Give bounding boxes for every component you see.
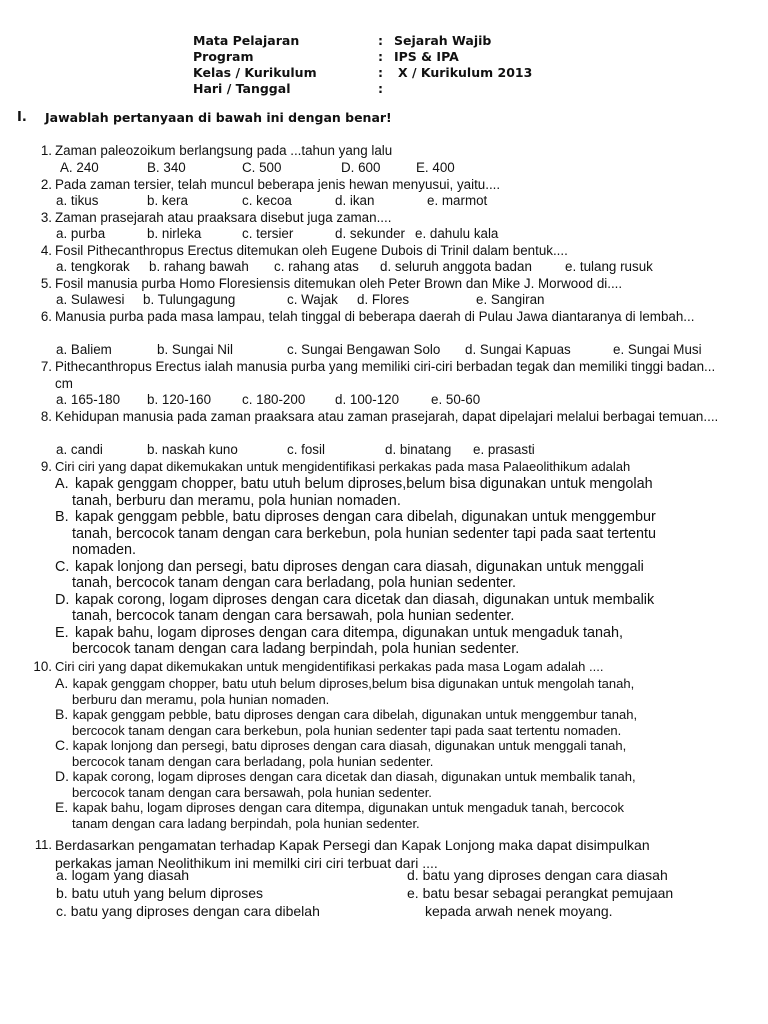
option-letter: B. (55, 509, 69, 525)
option-letter: E. (55, 624, 69, 641)
option: c. 180-200 (242, 392, 306, 407)
question-text: Ciri ciri yang dapat dikemukakan untuk mengidentifikasi perkakas pada masa Palaeolithikum adalah (55, 459, 631, 474)
option: B. 340 (147, 160, 186, 175)
option: d. Flores (357, 292, 410, 307)
long-option (55, 509, 720, 526)
option-text: kapak genggam chopper, batu utuh belum diproses,belum bisa digunakan untuk mengolah tanah, (72, 676, 635, 691)
option-letter: A. (55, 675, 69, 691)
options-11 (0, 866, 768, 926)
small-option (55, 738, 720, 754)
option: e. tulang rusuk (565, 259, 653, 274)
small-option (55, 676, 720, 692)
question-6 (0, 309, 768, 343)
question-number: 3. (40, 210, 52, 225)
option-text: kapak bahu, logam diproses dengan cara ditempa, digunakan untuk mengaduk tanah, (75, 624, 624, 641)
option: a. tikus (56, 193, 99, 208)
question-number: 2. (40, 177, 52, 192)
option-text: kapak lonjong dan persegi, batu diproses dengan cara diasah, digunakan untuk menggali (75, 558, 644, 575)
option: c. fosil (287, 442, 325, 457)
option: e. prasasti (473, 442, 535, 457)
option: A. 240 (60, 160, 99, 175)
question-text: Zaman paleozoikum berlangsung pada ...tahun yang lalu (55, 143, 393, 158)
question-text: perkakas jaman Neolithikum ini memilki ciri ciri terbuat dari .... (55, 855, 438, 871)
question-number: 5. (40, 276, 52, 291)
header-label: Program (193, 49, 254, 64)
option: e. dahulu kala (415, 226, 499, 241)
option: d. sekunder (335, 226, 405, 241)
question-number: 10. (33, 659, 52, 674)
header-colon: : (378, 33, 383, 48)
option: b. nirleka (147, 226, 202, 241)
option: a. 165-180 (56, 392, 121, 407)
option-letter: D. (55, 591, 70, 608)
option: e. Sangiran (476, 292, 545, 307)
option-text-continued: tanah, bercocok tanam dengan cara bersawah, pola hunian sedenter. (72, 608, 515, 624)
option: d. ikan (335, 193, 375, 208)
section-instruction: Jawablah pertanyaan di bawah ini dengan benar! (45, 110, 392, 125)
option-letter: C. (55, 737, 69, 753)
header-row-subject (193, 33, 532, 49)
header-value: X / Kurikulum 2013 (398, 65, 533, 80)
question-number: 6. (40, 309, 52, 324)
option: d. binatang (385, 442, 452, 457)
header-row-class (193, 65, 532, 81)
option: a. tengkorak (56, 259, 130, 274)
option-text: kapak corong, logam diproses dengan cara dicetak dan diasah, digunakan untuk membalik tanah, (72, 769, 636, 784)
option: b. rahang bawah (149, 259, 249, 274)
question-text: Manusia purba pada masa lampau, telah tinggal di beberapa daerah di Pulau Jawa diantaranya di lembah... (55, 309, 695, 324)
option-letter: B. (55, 706, 69, 722)
question-text: Zaman prasejarah atau praaksara disebut juga zaman.... (55, 210, 392, 225)
option-text-continued: berburu dan meramu, pola hunian nomaden. (72, 691, 330, 707)
question-8 (0, 409, 768, 443)
header-label: Mata Pelajaran (193, 33, 300, 48)
question-number: 4. (40, 243, 52, 258)
question-text: Pithecanthropus Erectus ialah manusia purba yang memiliki ciri-ciri berbadan tegak dan memiliki tinggi badan... cm (55, 359, 716, 391)
small-option (55, 800, 720, 816)
option: c. Wajak (287, 292, 338, 307)
header-colon: : (378, 81, 383, 96)
question-number: 11. (34, 837, 52, 852)
option: kepada arwah nenek moyang. (425, 903, 613, 919)
option-text-continued: bercocok tanam dengan cara berladang, pola hunian sedenter. (72, 753, 434, 769)
header-row-program (193, 49, 532, 65)
option: a. Sulawesi (56, 292, 125, 307)
option: e. batu besar sebagai perangkat pemujaan (407, 885, 674, 901)
option: e. 50-60 (431, 392, 481, 407)
long-option (55, 559, 720, 576)
option: c. Sungai Bengawan Solo (287, 342, 441, 357)
long-option (55, 476, 720, 493)
option-letter: A. (55, 476, 69, 492)
option: b. kera (147, 193, 188, 208)
question-7 (0, 359, 768, 393)
small-option (55, 707, 720, 723)
option-text-continued: bercocok tanam dengan cara berkebun, pola hunian sedenter tapi pada saat tertentu nomaden. (72, 722, 622, 738)
option-text-continued: tanah, bercocok tanam dengan cara berladang, pola hunian sedenter. (72, 575, 517, 591)
section-heading (17, 110, 392, 125)
header-value: IPS & IPA (394, 49, 459, 64)
question-text: Kehidupan manusia pada zaman praaksara atau zaman prasejarah, dapat dipelajari melalui berbagai temuan.... (55, 409, 719, 424)
options-9 (55, 476, 720, 658)
options-10 (55, 676, 720, 831)
option-letter: C. (55, 558, 70, 575)
small-option (55, 769, 720, 785)
option: b. Tulungagung (143, 292, 236, 307)
option-letter: E. (55, 799, 69, 815)
header-label: Hari / Tanggal (193, 81, 291, 96)
question-number: 1. (40, 143, 52, 158)
header-colon: : (378, 49, 383, 64)
option: e. Sungai Musi (613, 342, 702, 357)
header-row-date (193, 81, 532, 97)
question-text: Ciri ciri yang dapat dikemukakan untuk mengidentifikasi perkakas pada masa Logam adalah .... (55, 659, 604, 674)
option: d. batu yang diproses dengan cara diasah (407, 867, 668, 883)
option: b. 120-160 (147, 392, 212, 407)
question-text: Fosil Pithecanthropus Erectus ditemukan oleh Eugene Dubois di Trinil dalam bentuk.... (55, 243, 568, 258)
option: a. candi (56, 442, 103, 457)
question-number: 9. (40, 459, 52, 474)
option-text: kapak bahu, logam diproses dengan cara ditempa, digunakan untuk mengaduk tanah, bercocok (72, 800, 625, 815)
option: d. Sungai Kapuas (465, 342, 571, 357)
option-text-continued: bercocok tanam dengan cara ladang berpindah, pola hunian sedenter. (72, 641, 520, 657)
question-number: 7. (40, 359, 52, 374)
option-text: kapak genggam pebble, batu diproses dengan cara dibelah, digunakan untuk menggembur tanah, (72, 707, 638, 722)
option-text-continued: nomaden. (72, 542, 137, 558)
option: a. logam yang diasah (56, 867, 190, 883)
option-text-continued: tanah, berburu dan meramu, pola hunian nomaden. (72, 492, 401, 509)
option: E. 400 (416, 160, 455, 175)
option: b. Sungai Nil (157, 342, 233, 357)
header-value: Sejarah Wajib (394, 33, 492, 48)
option: c. rahang atas (274, 259, 359, 274)
option: b. batu utuh yang belum diproses (56, 885, 264, 901)
option: c. batu yang diproses dengan cara dibelah (56, 903, 320, 919)
option: d. 100-120 (335, 392, 400, 407)
option-text-continued: tanam dengan cara ladang berpindah, pola hunian sedenter. (72, 815, 420, 831)
option-text: kapak genggam pebble, batu diproses dengan cara dibelah, digunakan untuk menggembur (75, 509, 656, 525)
option: c. tersier (242, 226, 294, 241)
option-text-continued: bercocok tanam dengan cara bersawah, pola hunian sedenter. (72, 784, 432, 800)
header-colon: : (378, 65, 383, 80)
question-text: Fosil manusia purba Homo Floresiensis ditemukan oleh Peter Brown dan Mike J. Morwood di.... (55, 276, 623, 291)
header-label: Kelas / Kurikulum (193, 65, 317, 80)
option: e. marmot (427, 193, 488, 208)
option: c. kecoa (242, 193, 292, 208)
option-text: kapak corong, logam diproses dengan cara dicetak dan diasah, digunakan untuk membalik (75, 591, 655, 608)
option: b. naskah kuno (147, 442, 238, 457)
option-text: kapak genggam chopper, batu utuh belum diproses,belum bisa digunakan untuk mengolah (75, 476, 653, 492)
question-text: Berdasarkan pengamatan terhadap Kapak Persegi dan Kapak Lonjong maka dapat disimpulkan (55, 837, 650, 853)
exam-header (193, 33, 532, 97)
option-text-continued: tanah, bercocok tanam dengan cara berkebun, pola hunian sedenter tapi pada saat tertentu (72, 525, 657, 542)
question-text: Pada zaman tersier, telah muncul beberapa jenis hewan menyusui, yaitu.... (55, 177, 501, 192)
option: C. 500 (242, 160, 282, 175)
option: a. Baliem (56, 342, 112, 357)
option: a. purba (56, 226, 106, 241)
option: D. 600 (341, 160, 381, 175)
long-option (55, 625, 720, 642)
option-text: kapak lonjong dan persegi, batu diproses dengan cara diasah, digunakan untuk menggali tanah, (72, 738, 627, 753)
long-option (55, 592, 720, 609)
option-letter: D. (55, 768, 69, 784)
question-number: 8. (40, 409, 52, 424)
section-number: I. (17, 110, 27, 125)
option: d. seluruh anggota badan (380, 259, 532, 274)
